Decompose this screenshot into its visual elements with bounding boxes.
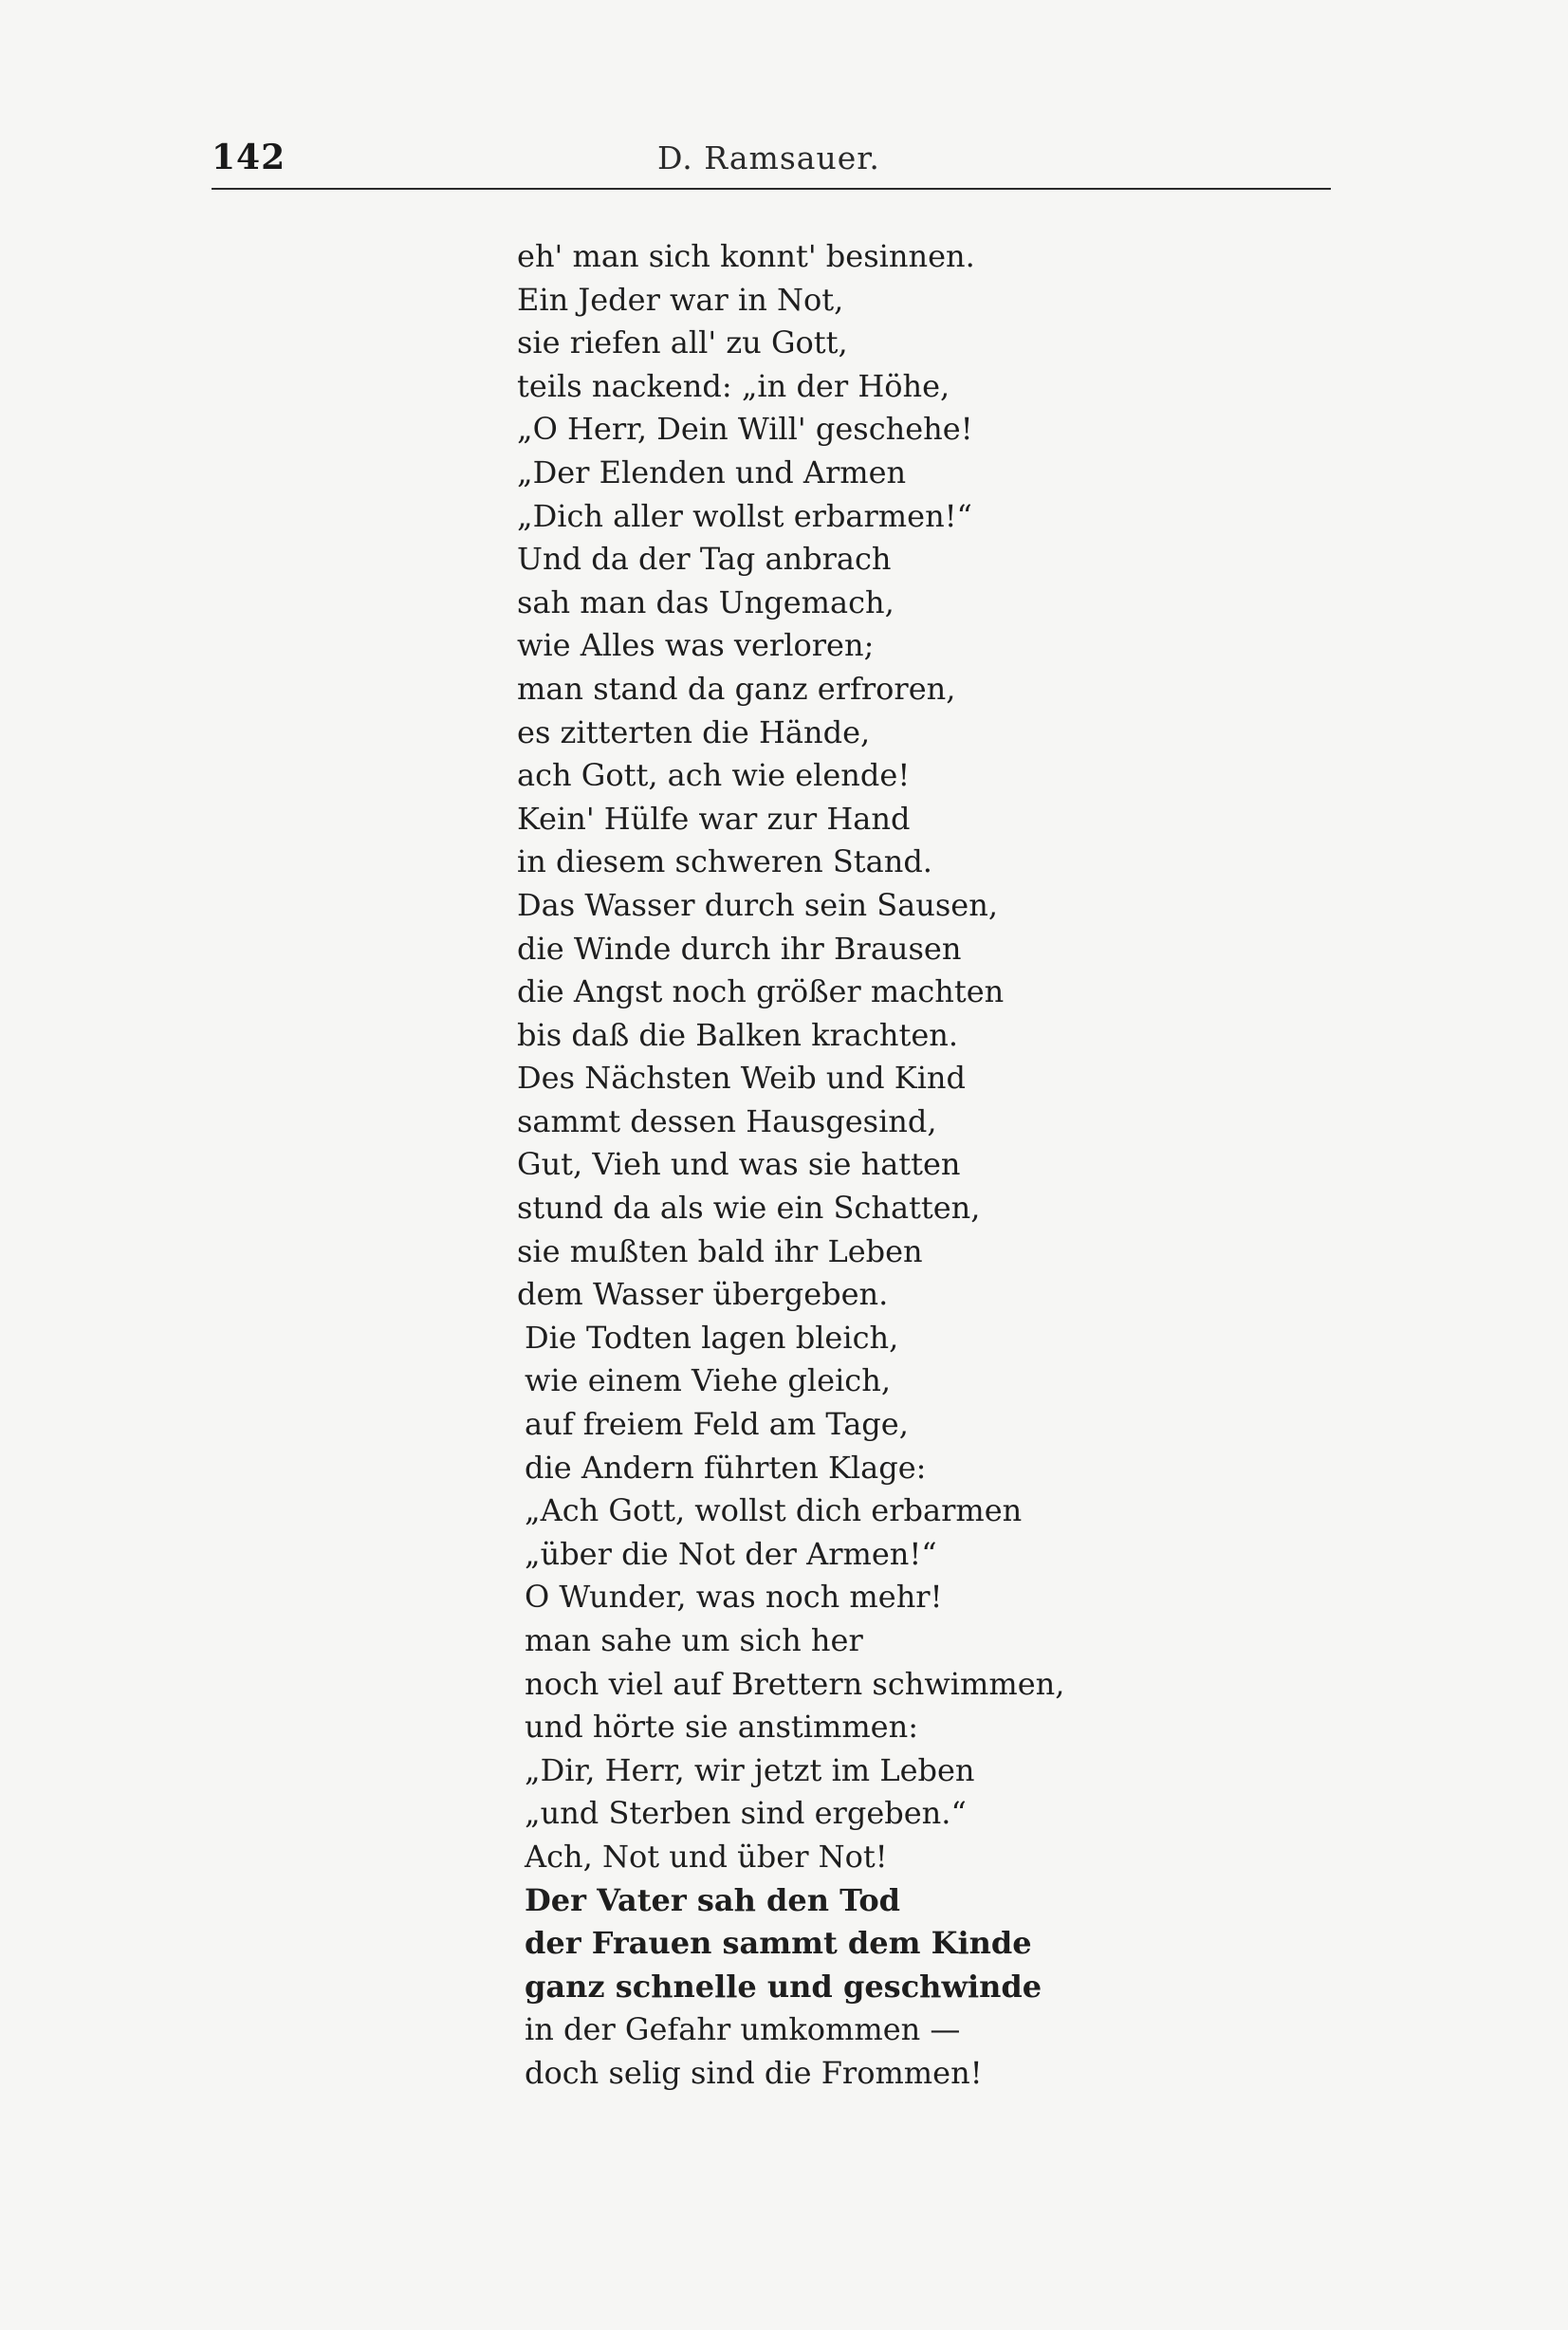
- poem-line: in der Gefahr umkommen —: [525, 2011, 961, 2048]
- poem-line: auf freiem Feld am Tage,: [525, 1406, 909, 1443]
- header-rule: [212, 188, 1331, 190]
- poem-text: [517, 235, 1064, 2096]
- poem-line: „über die Not der Armen!“: [525, 1535, 937, 1572]
- page-header: [212, 138, 1331, 193]
- poem-line: Kein' Hülfe war zur Hand: [517, 800, 911, 837]
- poem-line: die Angst noch größer machten: [517, 973, 1005, 1010]
- poem-line: teils nackend: „in der Höhe,: [517, 367, 950, 404]
- poem-line: Und da der Tag anbrach: [517, 541, 892, 578]
- poem-line: der Frauen sammt dem Kinde: [525, 1925, 1032, 1962]
- poem-line: sie riefen all' zu Gott,: [517, 324, 848, 361]
- poem-line: Gut, Vieh und was sie hatten: [517, 1146, 961, 1183]
- poem-line: doch selig sind die Frommen!: [525, 2054, 983, 2091]
- poem-line: sah man das Ungemach,: [517, 583, 895, 620]
- poem-line: sammt dessen Hausgesind,: [517, 1102, 937, 1139]
- poem-line: sie mußten bald ihr Leben: [517, 1232, 923, 1269]
- poem-line: Der Vater sah den Tod: [525, 1881, 901, 1918]
- running-head: D. Ramsauer.: [657, 139, 880, 176]
- poem-line: in diesem schweren Stand.: [517, 843, 932, 880]
- poem-line: stund da als wie ein Schatten,: [517, 1190, 981, 1227]
- poem-line: ganz schnelle und geschwinde: [525, 1968, 1042, 2005]
- poem-line: es zitterten die Hände,: [517, 713, 871, 750]
- poem-line: wie Alles was verloren;: [517, 627, 875, 664]
- poem-line: Des Nächsten Weib und Kind: [517, 1060, 967, 1097]
- poem-line: „Dir, Herr, wir jetzt im Leben: [525, 1751, 975, 1788]
- poem-line: Die Todten lagen bleich,: [525, 1319, 899, 1356]
- poem-line: „Dich aller wollst erbarmen!“: [517, 497, 972, 534]
- poem-line: noch viel auf Brettern schwimmen,: [525, 1665, 1065, 1702]
- poem-line: eh' man sich konnt' besinnen.: [517, 238, 975, 274]
- poem-line: man stand da ganz erfroren,: [517, 670, 956, 707]
- poem-line: „Der Elenden und Armen: [517, 453, 907, 490]
- poem-line: wie einem Viehe gleich,: [525, 1362, 891, 1399]
- poem-line: O Wunder, was noch mehr!: [525, 1579, 943, 1616]
- poem-line: und hörte sie anstimmen:: [525, 1709, 918, 1746]
- poem-line: die Winde durch ihr Brausen: [517, 930, 962, 967]
- poem-line: ach Gott, ach wie elende!: [517, 757, 911, 794]
- poem-line: „und Sterben sind ergeben.“: [525, 1795, 967, 1832]
- poem-line: die Andern führten Klage:: [525, 1449, 927, 1486]
- poem-line: Ein Jeder war in Not,: [517, 281, 844, 318]
- poem-line: bis daß die Balken krachten.: [517, 1016, 959, 1053]
- poem-line: Das Wasser durch sein Sausen,: [517, 886, 998, 923]
- poem-line: Ach, Not und über Not!: [525, 1838, 888, 1875]
- poem-line: „Ach Gott, wollst dich erbarmen: [525, 1492, 1023, 1529]
- poem-line: dem Wasser übergeben.: [517, 1276, 889, 1313]
- poem-line: „O Herr, Dein Will' geschehe!: [517, 411, 973, 448]
- poem-line: man sahe um sich her: [525, 1622, 863, 1658]
- page-number: 142: [212, 138, 286, 177]
